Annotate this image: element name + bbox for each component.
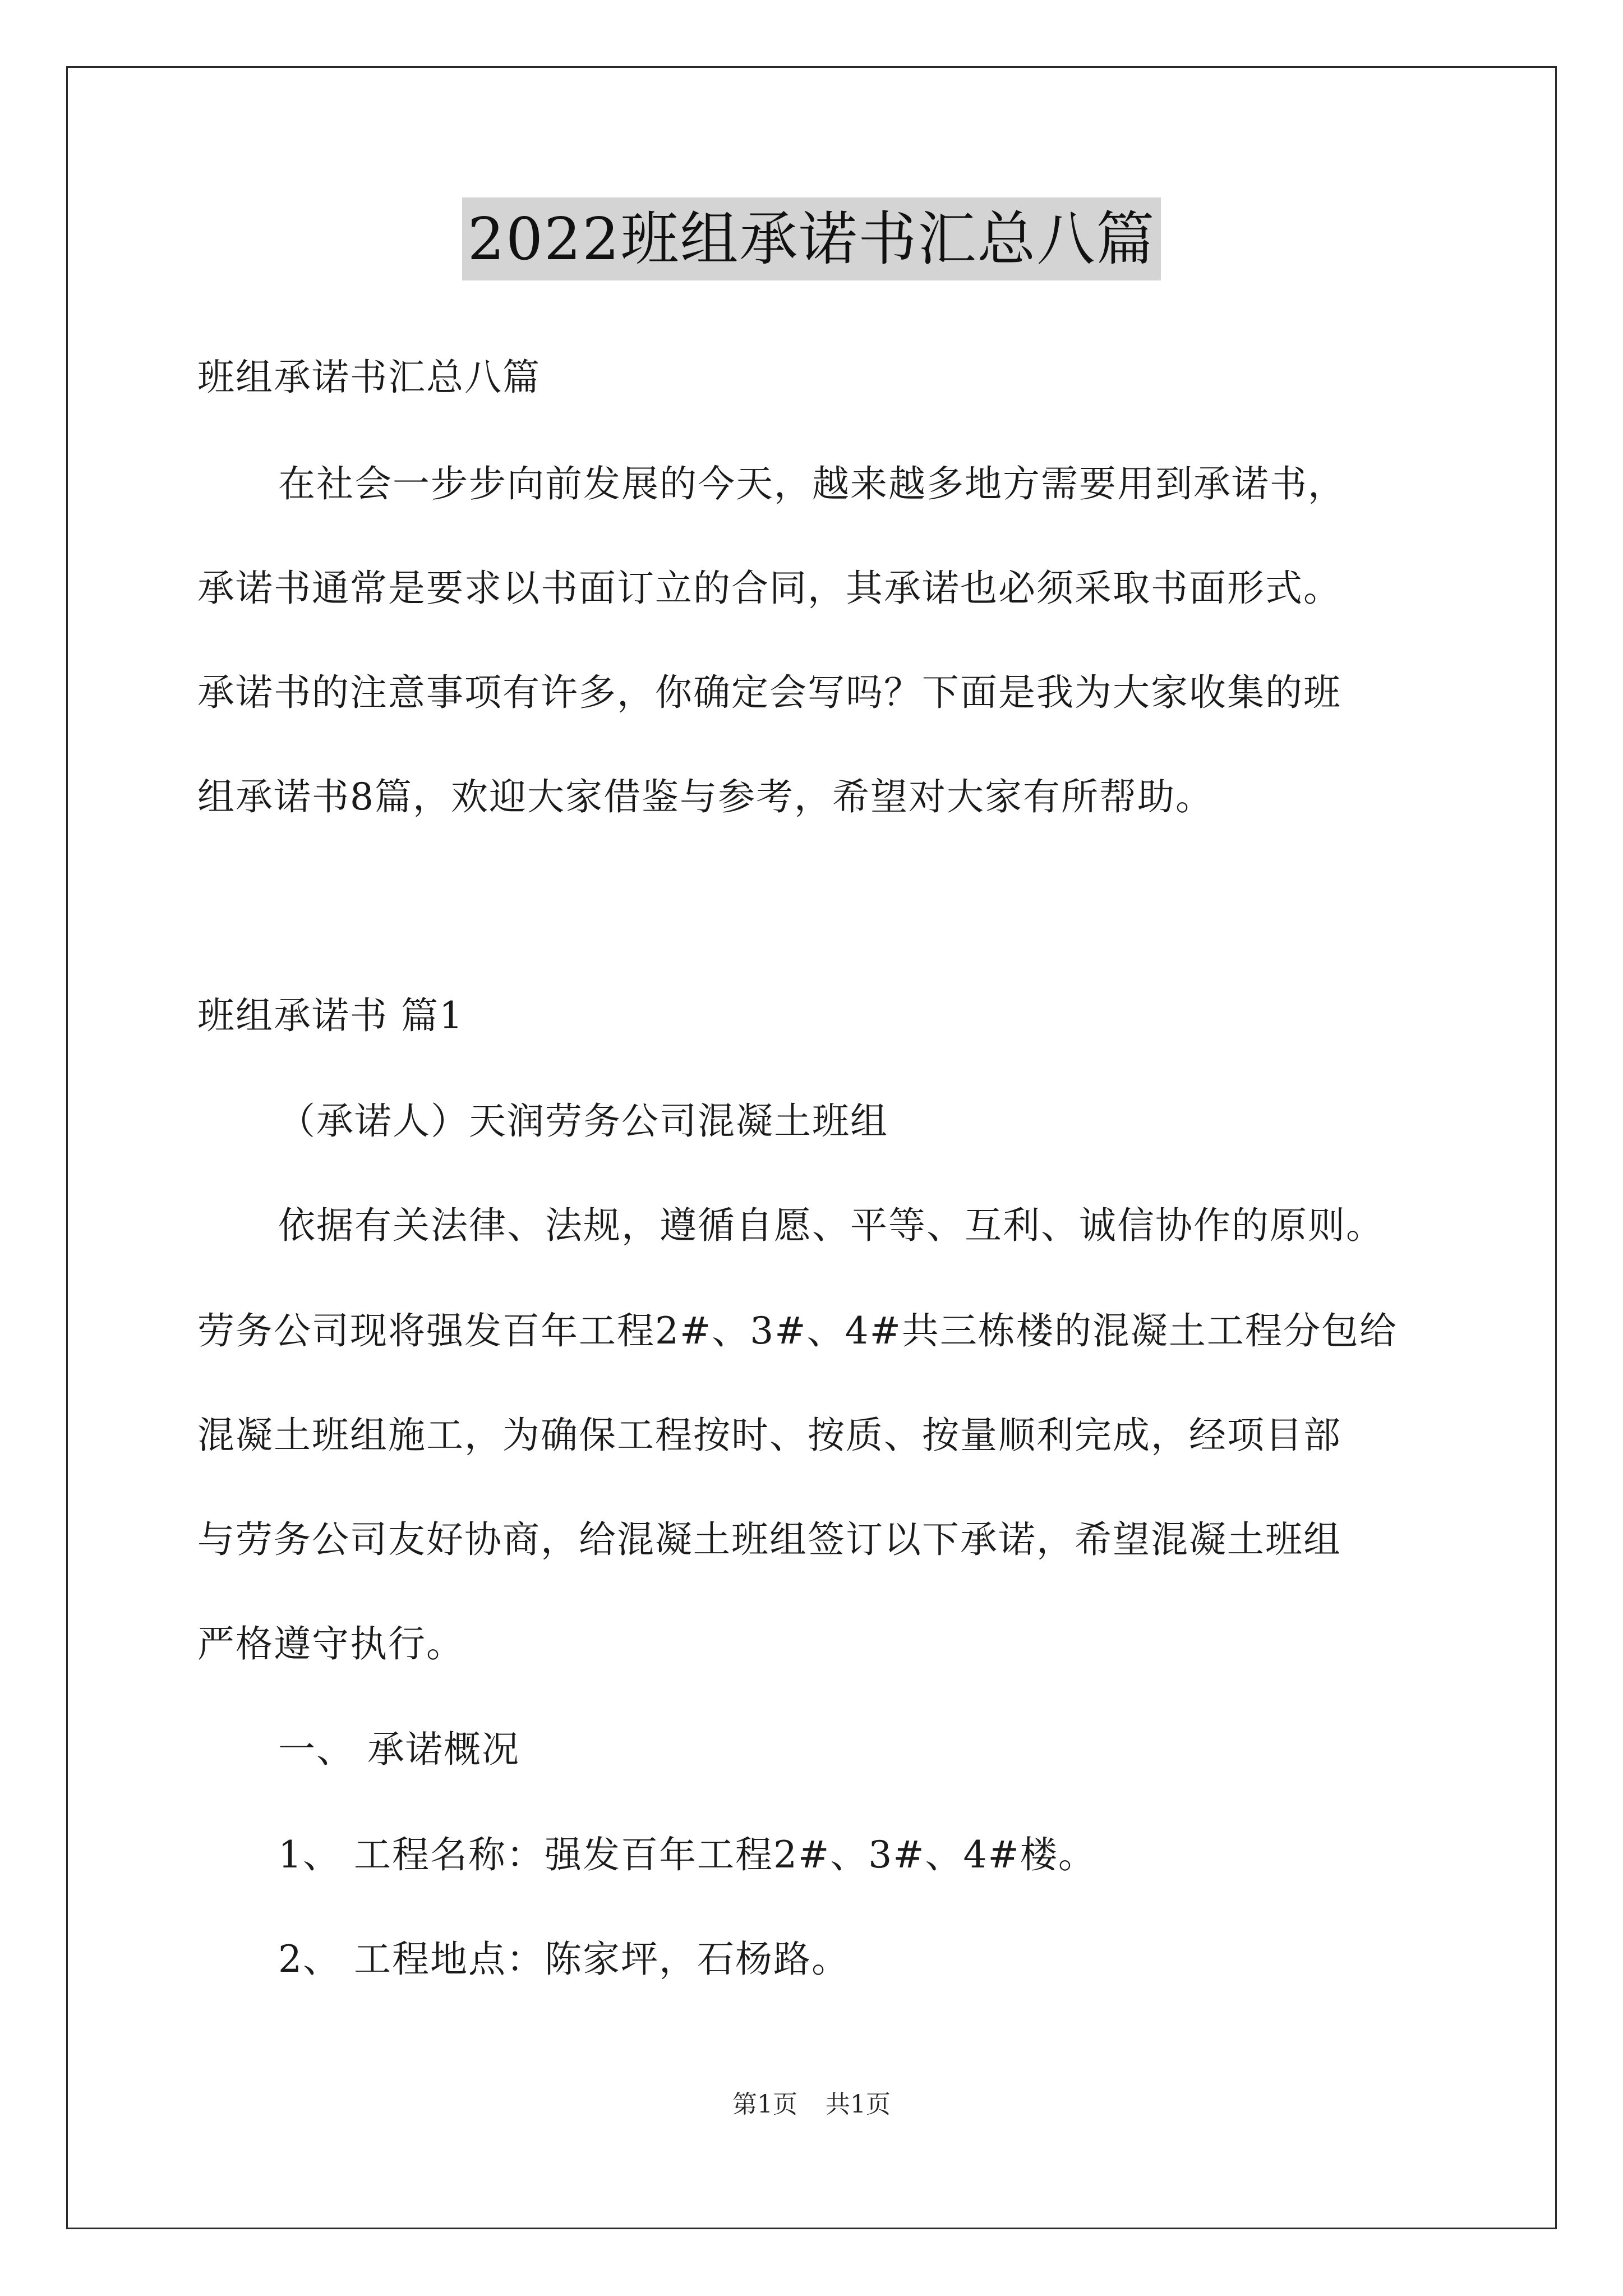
intro-line-3: 承诺书的注意事项有许多，你确定会写吗？下面是我为大家收集的班: [197, 671, 1341, 714]
page-number: 第1页: [732, 2090, 797, 2119]
page-total: 共1页: [826, 2090, 891, 2119]
body-line-4: 与劳务公司友好协商，给混凝土班组签订以下承诺，希望混凝土班组: [197, 1518, 1341, 1561]
item-line-2: 2、 工程地点：陈家坪，石杨路。: [278, 1938, 850, 1981]
body-line-5: 严格遵守执行。: [197, 1622, 464, 1665]
document-subtitle: 班组承诺书汇总八篇: [197, 356, 541, 399]
intro-line-1: 在社会一步步向前发展的今天，越来越多地方需要用到承诺书，: [278, 462, 1346, 505]
body-line-1: 依据有关法律、法规，遵循自愿、平等、互利、诚信协作的原则。: [278, 1204, 1384, 1247]
intro-line-2: 承诺书通常是要求以书面订立的合同，其承诺也必须采取书面形式。: [197, 567, 1341, 610]
body-line-3: 混凝土班组施工，为确保工程按时、按质、按量顺利完成，经项目部: [197, 1414, 1341, 1457]
document-title: 2022班组承诺书汇总八篇: [462, 197, 1161, 280]
title-container: [0, 197, 1623, 280]
overview-heading: 一、 承诺概况: [278, 1728, 520, 1771]
page-footer: [0, 2088, 1623, 2122]
section-heading: 班组承诺书 篇1: [197, 994, 464, 1037]
body-line-2: 劳务公司现将强发百年工程2#、3#、4#共三栋楼的混凝土工程分包给: [197, 1309, 1398, 1352]
promisor-line: （承诺人）天润劳务公司混凝土班组: [278, 1099, 888, 1143]
intro-line-4: 组承诺书8篇，欢迎大家借鉴与参考，希望对大家有所帮助。: [197, 775, 1214, 818]
item-line-1: 1、 工程名称：强发百年工程2#、3#、4#楼。: [278, 1833, 1096, 1876]
